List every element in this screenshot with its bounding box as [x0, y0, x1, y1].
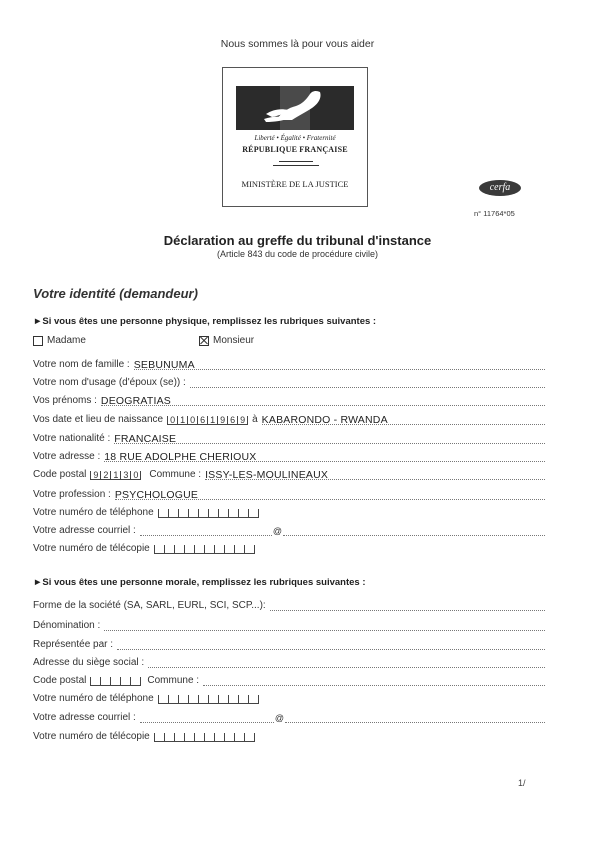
checkbox-empty-icon	[33, 336, 43, 346]
digit-box	[238, 509, 248, 517]
digit-box	[188, 695, 198, 703]
prenoms-value: DEOGRATIAS	[100, 395, 171, 407]
monsieur-label: Monsieur	[213, 335, 255, 346]
cerfa-number: n° 11764*05	[474, 209, 515, 218]
code-postal-label: Code postal	[33, 469, 87, 480]
commune-value: ISSY-LES-MOULINEAUX	[205, 469, 329, 481]
nom-famille-label: Votre nom de famille :	[33, 359, 130, 370]
digit-box	[194, 545, 204, 553]
logo-divider	[279, 161, 313, 162]
ministry-logo	[222, 67, 368, 207]
morale-telephone-field[interactable]	[33, 690, 545, 704]
republic-motto: Liberté • Égalité • Fraternité	[254, 134, 336, 142]
siege-social-label: Adresse du siège social :	[33, 657, 145, 668]
digit-box	[198, 509, 208, 517]
digit-box	[164, 545, 174, 553]
denomination-label: Dénomination :	[33, 620, 101, 631]
digit-box: 3	[120, 471, 130, 479]
naissance-lieu-line	[262, 413, 545, 425]
naissance-a-label: à	[252, 414, 258, 425]
digit-box	[244, 733, 255, 741]
morale-courriel-field[interactable]	[33, 709, 545, 723]
digit-box: 0	[167, 416, 177, 424]
morale-instruction: ►Si vous êtes une personne morale, remplissez les rubriques suivantes :	[33, 577, 366, 588]
digit-box	[174, 545, 184, 553]
forme-societe-field[interactable]	[33, 597, 545, 611]
digit-box: 6	[197, 416, 207, 424]
digit-box: 0	[187, 416, 197, 424]
form-subtitle: (Article 843 du code de procédure civile)	[216, 249, 379, 259]
digit-box	[100, 677, 110, 685]
code-postal-boxes[interactable]	[90, 468, 141, 480]
telecopie-label: Votre numéro de télécopie	[33, 543, 150, 554]
ministry-name: MINISTÈRE DE LA JUSTICE	[241, 179, 349, 189]
nationalite-line	[114, 432, 545, 444]
prenoms-label: Vos prénoms :	[33, 395, 97, 406]
digit-box	[110, 677, 120, 685]
morale-courriel-user-line	[140, 711, 274, 723]
code-postal-field[interactable]	[33, 466, 545, 480]
courriel-user-line	[140, 524, 272, 536]
digit-box	[178, 695, 188, 703]
profession-label: Votre profession :	[33, 489, 111, 500]
logo-divider	[273, 165, 319, 166]
morale-telephone-label: Votre numéro de téléphone	[33, 693, 154, 704]
digit-box	[234, 545, 244, 553]
at-sign: @	[274, 713, 284, 723]
digit-box	[120, 677, 130, 685]
digit-box: 9	[90, 471, 100, 479]
nationalite-value: FRANCAISE	[114, 433, 177, 445]
forme-societe-line	[270, 599, 545, 611]
digit-box	[234, 733, 244, 741]
commune-label: Commune :	[149, 469, 202, 480]
digit-box	[238, 695, 248, 703]
profession-field[interactable]	[33, 486, 545, 500]
digit-box	[224, 733, 234, 741]
digit-box	[228, 695, 238, 703]
representee-field[interactable]	[33, 636, 545, 650]
adresse-field[interactable]	[33, 448, 545, 462]
digit-box: 6	[227, 416, 237, 424]
prenoms-line	[101, 394, 545, 406]
digit-box	[208, 509, 218, 517]
page-number: 1/	[518, 778, 526, 788]
courriel-domain-line	[283, 524, 545, 536]
digit-box	[248, 695, 259, 703]
nom-famille-line	[134, 358, 545, 370]
nom-usage-field[interactable]	[33, 374, 545, 388]
telecopie-field[interactable]	[33, 540, 545, 554]
digit-box	[154, 545, 164, 553]
digit-box	[188, 509, 198, 517]
tagline: Nous sommes là pour vous aider	[220, 38, 375, 50]
denomination-line	[104, 619, 545, 631]
digit-box	[228, 509, 238, 517]
morale-courriel-label: Votre adresse courriel :	[33, 712, 136, 723]
digit-box	[168, 695, 178, 703]
telephone-field[interactable]	[33, 504, 545, 518]
section-title: Votre identité (demandeur)	[33, 286, 198, 301]
digit-box	[214, 733, 224, 741]
morale-courriel-domain-line	[285, 711, 545, 723]
digit-box	[184, 545, 194, 553]
courriel-field[interactable]	[33, 522, 545, 536]
digit-box: 9	[217, 416, 227, 424]
profession-line	[115, 488, 545, 500]
profession-value: PSYCHOLOGUE	[114, 489, 199, 501]
digit-box	[248, 509, 259, 517]
physique-instruction: ►Si vous êtes une personne physique, remplissez les rubriques suivantes :	[33, 316, 377, 327]
digit-box	[198, 695, 208, 703]
madame-checkbox[interactable]	[33, 335, 86, 346]
forme-societe-label: Forme de la société (SA, SARL, EURL, SCI, SCP...):	[33, 600, 266, 611]
morale-commune-label: Commune :	[147, 675, 200, 686]
siege-social-line	[148, 656, 545, 668]
representee-line	[117, 638, 545, 650]
monsieur-checkbox[interactable]	[199, 335, 254, 346]
naissance-field[interactable]	[33, 411, 545, 425]
digit-box: 2	[100, 471, 110, 479]
digit-box	[214, 545, 224, 553]
prenoms-field[interactable]	[33, 392, 545, 406]
nationalite-field[interactable]	[33, 430, 545, 444]
madame-label: Madame	[47, 335, 86, 346]
adresse-value: 18 RUE ADOLPHE CHERIOUX	[104, 451, 257, 463]
nationalite-label: Votre nationalité :	[33, 433, 111, 444]
courriel-label: Votre adresse courriel :	[33, 525, 136, 536]
commune-line	[205, 468, 545, 480]
digit-box: 9	[237, 416, 248, 424]
telecopie-boxes[interactable]	[154, 542, 255, 554]
telephone-boxes[interactable]	[158, 506, 259, 518]
morale-telephone-boxes[interactable]	[158, 692, 259, 704]
nom-usage-line	[190, 376, 545, 388]
cerfa-logo: cerfa	[479, 180, 521, 196]
digit-box: 1	[207, 416, 217, 424]
digit-box	[90, 677, 100, 685]
naissance-lieu-value: KABARONDO - RWANDA	[261, 414, 388, 426]
digit-box	[204, 733, 214, 741]
digit-box	[158, 695, 168, 703]
nom-usage-label: Votre nom d'usage (d'époux (se)) :	[33, 377, 186, 388]
digit-box	[244, 545, 255, 553]
representee-label: Représentée par :	[33, 639, 114, 650]
morale-code-postal-field[interactable]	[33, 672, 545, 686]
digit-box	[178, 509, 188, 517]
digit-box	[174, 733, 184, 741]
digit-box	[208, 695, 218, 703]
form-title: Déclaration au greffe du tribunal d'instance	[163, 233, 432, 248]
naissance-date-boxes[interactable]	[167, 413, 248, 425]
checkbox-checked-icon	[199, 336, 209, 346]
at-sign: @	[272, 526, 282, 536]
digit-box: 0	[130, 471, 141, 479]
digit-box	[218, 509, 228, 517]
telephone-label: Votre numéro de téléphone	[33, 507, 154, 518]
digit-box	[204, 545, 214, 553]
digit-box: 1	[110, 471, 120, 479]
morale-code-postal-boxes[interactable]	[90, 674, 141, 686]
marianne-emblem	[236, 86, 354, 130]
morale-telecopie-field[interactable]	[33, 728, 545, 742]
digit-box	[158, 509, 168, 517]
digit-box: 1	[177, 416, 187, 424]
nom-famille-value: SEBUNUMA	[133, 359, 195, 371]
republic-name: RÉPUBLIQUE FRANÇAISE	[242, 145, 348, 154]
digit-box	[218, 695, 228, 703]
digit-box	[164, 733, 174, 741]
digit-box	[184, 733, 194, 741]
digit-box	[130, 677, 141, 685]
digit-box	[168, 509, 178, 517]
digit-box	[224, 545, 234, 553]
digit-box	[154, 733, 164, 741]
adresse-label: Votre adresse :	[33, 451, 101, 462]
morale-code-postal-label: Code postal	[33, 675, 87, 686]
morale-telecopie-boxes[interactable]	[154, 730, 255, 742]
morale-telecopie-label: Votre numéro de télécopie	[33, 731, 150, 742]
naissance-label: Vos date et lieu de naissance	[33, 414, 164, 425]
siege-social-field[interactable]	[33, 654, 545, 668]
nom-famille-field[interactable]	[33, 356, 545, 370]
denomination-field[interactable]	[33, 617, 545, 631]
adresse-line	[104, 450, 545, 462]
morale-commune-line	[203, 674, 545, 686]
digit-box	[194, 733, 204, 741]
